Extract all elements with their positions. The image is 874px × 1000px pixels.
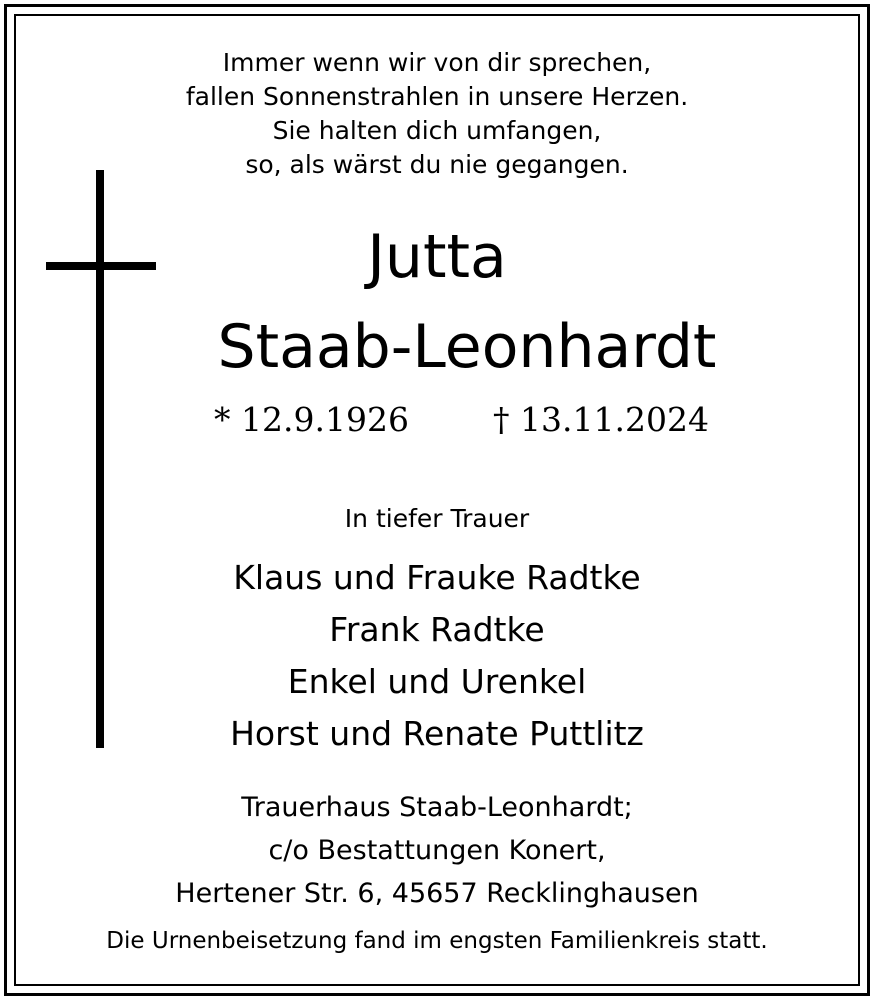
address-line: Trauerhaus Staab-Leonhardt; — [241, 792, 633, 823]
death-date: † 13.11.2024 — [493, 400, 709, 439]
deceased-last-name: Staab-Leonhardt — [217, 312, 717, 382]
mourner-name: Klaus und Frauke Radtke — [233, 558, 641, 597]
poem-line: fallen Sonnenstrahlen in unsere Herzen. — [185, 82, 689, 111]
address-line: Hertener Str. 6, 45657 Recklinghausen — [175, 878, 699, 909]
mourner-name: Frank Radtke — [329, 610, 545, 649]
closing-note: Die Urnenbeisetzung fand im engsten Familienkreis statt. — [106, 928, 768, 954]
poem-line: Immer wenn wir von dir sprechen, — [222, 48, 652, 77]
address-line: c/o Bestattungen Konert, — [268, 835, 606, 866]
poem-line: Sie halten dich umfangen, — [272, 116, 602, 145]
poem-line: so, als wärst du nie gegangen. — [245, 150, 629, 179]
mourner-name: Enkel und Urenkel — [287, 662, 587, 701]
mourning-intro: In tiefer Trauer — [344, 504, 530, 533]
birth-date: * 12.9.1926 — [214, 400, 409, 439]
mourner-name: Horst und Renate Puttlitz — [230, 714, 644, 753]
deceased-first-name: Jutta — [367, 222, 507, 292]
